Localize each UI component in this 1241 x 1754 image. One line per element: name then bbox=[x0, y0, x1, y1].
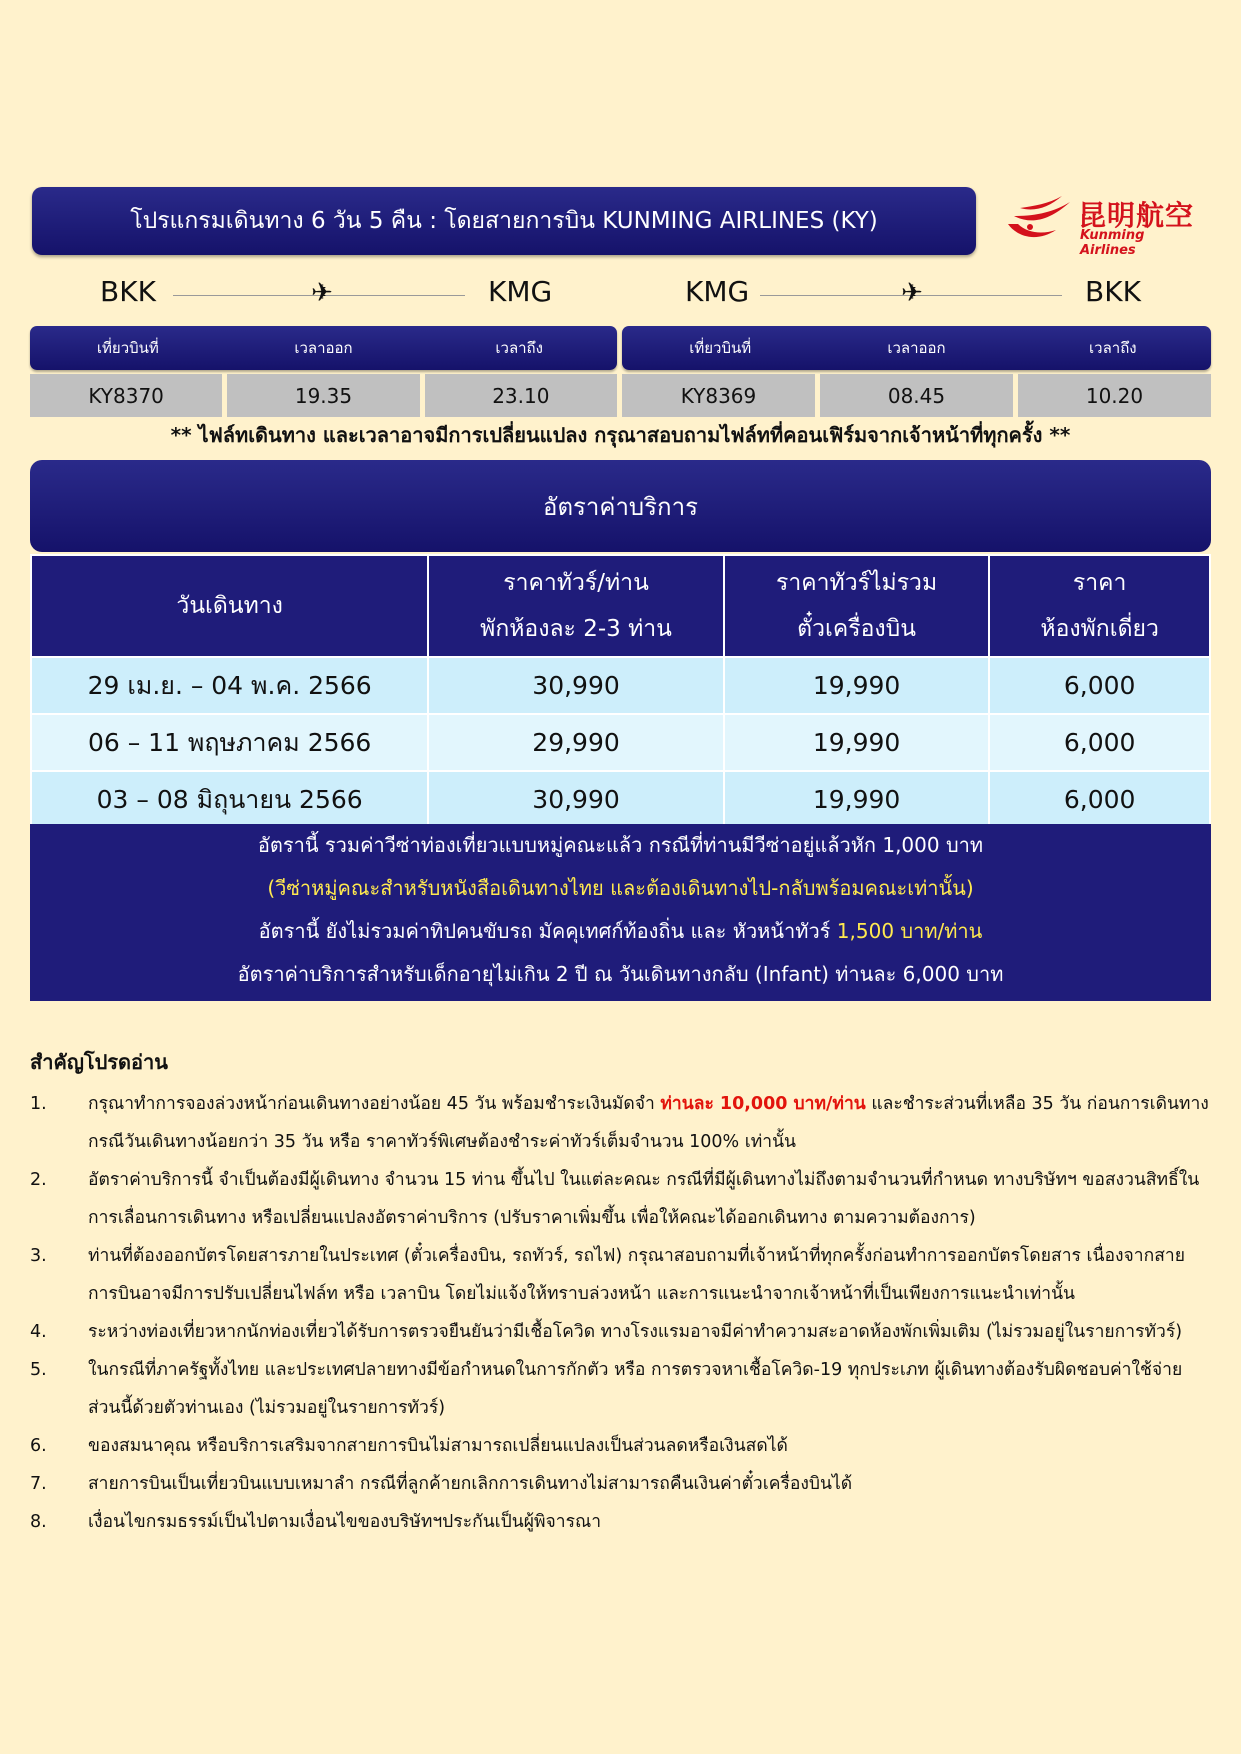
header-arrive: เวลาถึง bbox=[1089, 339, 1137, 357]
tip-amount: 1,500 บาท/ท่าน bbox=[836, 919, 983, 943]
inbound-flight-table bbox=[622, 326, 1211, 417]
pricing-title: อัตราค่าบริการ bbox=[543, 492, 698, 521]
depart-time: 19.35 bbox=[227, 374, 419, 417]
kunming-airlines-logo bbox=[1004, 194, 1204, 258]
important-title: สำคัญโปรดอ่าน bbox=[30, 1050, 168, 1074]
single-room-price: 6,000 bbox=[989, 771, 1210, 828]
header-flight-no: เที่ยวบินที่ bbox=[96, 339, 159, 357]
infant-note: อัตราค่าบริการสำหรับเด็กอายุไม่เกิน 2 ปี ณ วันเดินทางกลับ (Infant) ท่านละ 6,000 บาท bbox=[237, 962, 1004, 986]
logo-english-text: Kunming Airlines bbox=[1080, 228, 1145, 258]
tip-note: อัตรานี้ ยังไม่รวมค่าทิปคนขับรถ มัคคุเทศก์ท้องถิ่น และ หัวหน้าทัวร์ 1,500 บาท/ท่าน bbox=[258, 919, 983, 943]
airplane-icon: ✈ bbox=[311, 278, 333, 308]
col-single-room: ราคา ห้องพักเดี่ยว bbox=[989, 555, 1210, 657]
outbound-destination: KMG bbox=[488, 275, 553, 308]
travel-date: 29 เม.ย. – 04 พ.ค. 2566 bbox=[31, 657, 428, 714]
header-flight-no: เที่ยวบินที่ bbox=[689, 339, 752, 357]
pricing-table bbox=[30, 554, 1211, 829]
tour-price: 30,990 bbox=[428, 771, 723, 828]
col-tour-price: ราคาทัวร์/ท่าน พักห้องละ 2-3 ท่าน bbox=[428, 555, 723, 657]
pricing-title-banner bbox=[30, 460, 1211, 552]
col-travel-date: วันเดินทาง bbox=[31, 555, 428, 657]
travel-date: 03 – 08 มิถุนายน 2566 bbox=[31, 771, 428, 828]
important-list bbox=[30, 1085, 1211, 1541]
list-item: 8. เงื่อนไขกรมธรรม์เป็นไปตามเงื่อนไขของบริษัทฯประกันเป็นผู้พิจารณา bbox=[30, 1512, 602, 1532]
list-item: 1. กรุณาทำการจองล่วงหน้าก่อนเดินทางอย่างน้อย 45 วัน พร้อมชำระเงินมัดจำ ท่านละ 10,000 บาท/ท่าน และชำระส่วนที่เหลือ 35 วัน ก่อนการเดินทาง กรณีวันเดินทางน้อยกว่า 35 วัน หรือ ราคาทัวร์พิเศษต้องชำระค่าทัวร์เต็มจำนวน 100% เท่านั้น bbox=[30, 1094, 1209, 1152]
program-title-banner bbox=[32, 187, 976, 255]
land-only-price: 19,990 bbox=[724, 657, 990, 714]
travel-date: 06 – 11 พฤษภาคม 2566 bbox=[31, 714, 428, 771]
land-only-price: 19,990 bbox=[724, 771, 990, 828]
logo-chinese-text: 昆明航空 bbox=[1078, 199, 1195, 232]
bird-logo-icon bbox=[1004, 194, 1078, 250]
visa-condition-note: (วีซ่าหมู่คณะสำหรับหนังสือเดินทางไทย และต้องเดินทางไป-กลับพร้อมคณะเท่านั้น) bbox=[267, 876, 974, 900]
inbound-route bbox=[620, 275, 1220, 315]
arrive-time: 23.10 bbox=[425, 374, 617, 417]
inbound-origin: KMG bbox=[685, 275, 750, 308]
outbound-route bbox=[30, 275, 610, 315]
flight-number: KY8370 bbox=[30, 374, 222, 417]
airplane-icon: ✈ bbox=[901, 278, 923, 308]
table-row bbox=[31, 771, 1210, 828]
list-item: 7. สายการบินเป็นเที่ยวบินแบบเหมาลำ กรณีที่ลูกค้ายกเลิกการเดินทางไม่สามารถคืนเงินค่าตั๋วเครื่องบินได้ bbox=[30, 1474, 853, 1494]
flight-table-header bbox=[622, 326, 1211, 370]
visa-note: อัตรานี้ รวมค่าวีซ่าท่องเที่ยวแบบหมู่คณะแล้ว กรณีที่ท่านมีวีซ่าอยู่แล้วหัก 1,000 บาท bbox=[257, 833, 984, 857]
arrive-time: 10.20 bbox=[1018, 374, 1211, 417]
header-depart: เวลาออก bbox=[294, 339, 353, 357]
single-room-price: 6,000 bbox=[989, 714, 1210, 771]
land-only-price: 19,990 bbox=[724, 714, 990, 771]
deposit-amount: ท่านละ 10,000 บาท/ท่าน bbox=[660, 1094, 866, 1114]
outbound-flight-table bbox=[30, 326, 617, 417]
pricing-header-row bbox=[31, 555, 1210, 657]
single-room-price: 6,000 bbox=[989, 657, 1210, 714]
outbound-origin: BKK bbox=[100, 275, 156, 308]
header-arrive: เวลาถึง bbox=[495, 339, 543, 357]
pricing-notes bbox=[30, 824, 1211, 1001]
inbound-destination: BKK bbox=[1085, 275, 1141, 308]
list-item: 3. ท่านที่ต้องออกบัตรโดยสารภายในประเทศ (ตั๋วเครื่องบิน, รถทัวร์, รถไฟ) กรุณาสอบถามที่เจ้าหน้าที่ทุกครั้งก่อนทำการออกบัตรโดยสาร เนื่องจากสายการบินอาจมีการปรับเปลี่ยนไฟล์ท หรือ เวลาบิน โดยไม่แจ้งให้ทราบล่วงหน้า และการแนะนำจากเจ้าหน้าที่เป็นเพียงการแนะนำเท่านั้น bbox=[30, 1246, 1185, 1304]
tour-price: 29,990 bbox=[428, 714, 723, 771]
list-item: 4. ระหว่างท่องเที่ยวหากนักท่องเที่ยวได้รับการตรวจยืนยันว่ามีเชื้อโควิด ทางโรงแรมอาจมีค่าทำความสะอาดห้องพักเพิ่มเติม (ไม่รวมอยู่ในรายการทัวร์) bbox=[30, 1322, 1183, 1342]
col-land-only-price: ราคาทัวร์ไม่รวม ตั๋วเครื่องบิน bbox=[724, 555, 990, 657]
header-depart: เวลาออก bbox=[887, 339, 946, 357]
flight-change-warning: ** ไฟล์ทเดินทาง และเวลาอาจมีการเปลี่ยนแปลง กรุณาสอบถามไฟล์ทที่คอนเฟิร์มจากเจ้าหน้าที่ทุกครั้ง ** bbox=[170, 423, 1071, 447]
table-row bbox=[31, 714, 1210, 771]
program-title: โปรแกรมเดินทาง 6 วัน 5 คืน : โดยสายการบิน KUNMING AIRLINES (KY) bbox=[130, 208, 878, 234]
flight-table-header bbox=[30, 326, 617, 370]
table-row bbox=[31, 657, 1210, 714]
tour-price: 30,990 bbox=[428, 657, 723, 714]
flight-row bbox=[30, 374, 617, 417]
list-item: 6. ของสมนาคุณ หรือบริการเสริมจากสายการบินไม่สามารถเปลี่ยนแปลงเป็นส่วนลดหรือเงินสดได้ bbox=[30, 1436, 788, 1456]
flight-number: KY8369 bbox=[622, 374, 815, 417]
list-item: 5. ในกรณีที่ภาครัฐทั้งไทย และประเทศปลายทางมีข้อกำหนดในการกักตัว หรือ การตรวจหาเชื้อโควิด-19 ทุกประเภท ผู้เดินทางต้องรับผิดชอบค่าใช้จ่ายส่วนนี้ด้วยตัวท่านเอง (ไม่รวมอยู่ในรายการทัวร์) bbox=[30, 1360, 1183, 1418]
list-item: 2. อัตราค่าบริการนี้ จำเป็นต้องมีผู้เดินทาง จำนวน 15 ท่าน ขึ้นไป ในแต่ละคณะ กรณีที่มีผู้เดินทางไม่ถึงตามจำนวนที่กำหนด ทางบริษัทฯ ขอสงวนสิทธิ์ในการเลื่อนการเดินทาง หรือเปลี่ยนแปลงอัตราค่าบริการ (ปรับราคาเพิ่มขึ้น เพื่อให้คณะได้ออกเดินทาง ตามความต้องการ) bbox=[30, 1170, 1200, 1228]
flight-row bbox=[622, 374, 1211, 417]
depart-time: 08.45 bbox=[820, 374, 1013, 417]
